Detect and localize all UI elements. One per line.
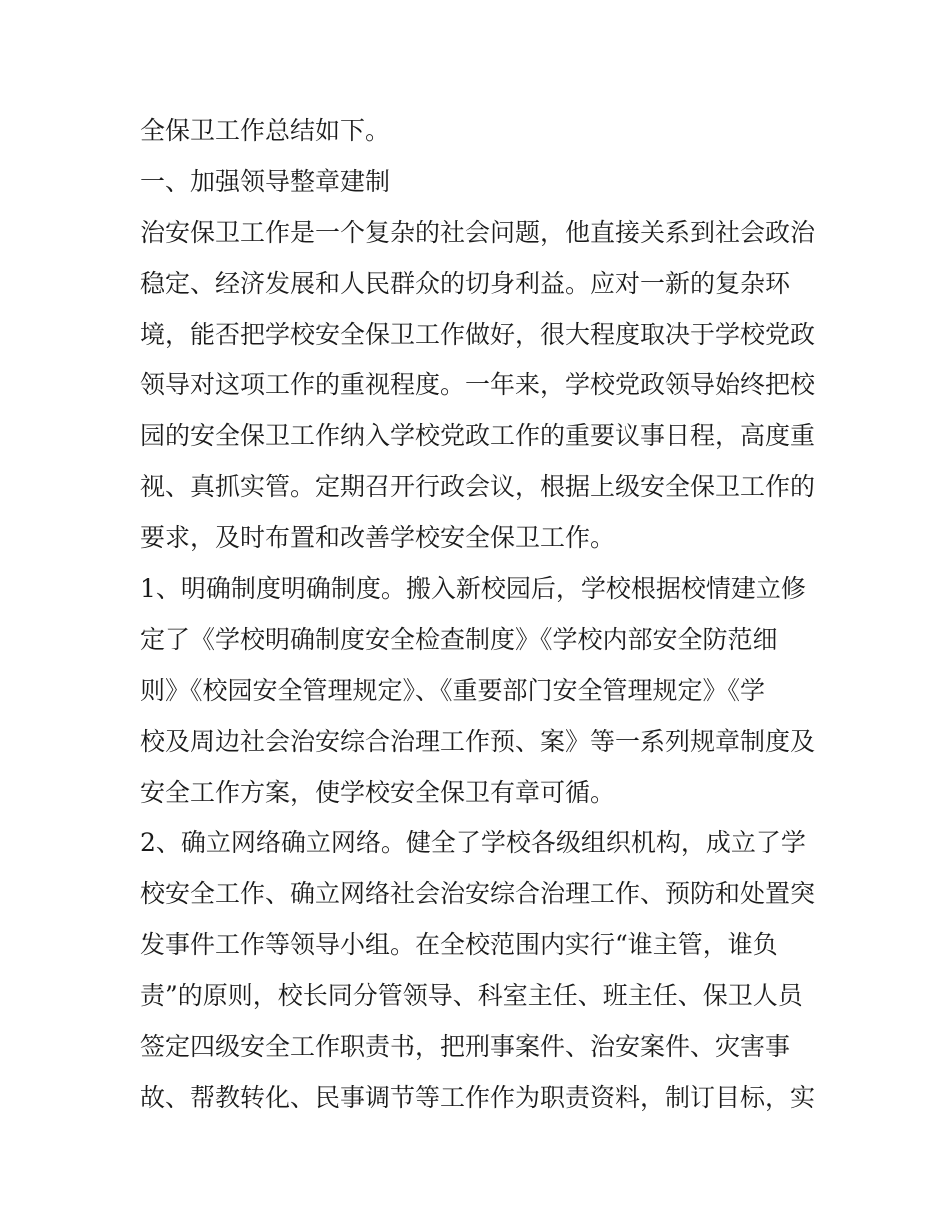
- text-line-9: 要求，及时布置和改善学校安全保卫工作。: [140, 523, 616, 553]
- text-line-5: 境，能否把学校安全保卫工作做好，很大程度取决于学校党政: [140, 319, 816, 349]
- section-heading: 一、加强领导整章建制: [140, 166, 391, 196]
- text-line-16: 校安全工作、确立网络社会治安综合治理工作、预防和处置突: [140, 879, 816, 909]
- document-body: [140, 106, 820, 1124]
- text-line-11: 定了《学校明确制度安全检查制度》《学校内部安全防范细: [140, 624, 778, 654]
- text-line-15: 2、确立网络确立网络。健全了学校各级组织机构，成立了学: [140, 828, 806, 858]
- text-line-13: 校及周边社会治安综合治理工作预、案》等一系列规章制度及: [140, 726, 816, 756]
- text-line-6: 领导对这项工作的重视程度。一年来，学校党政领导始终把校: [140, 370, 816, 400]
- text-line-8: 视、真抓实管。定期召开行政会议，根据上级安全保卫工作的: [140, 472, 816, 502]
- text-line-12: 则》《校园安全管理规定》、《重要部门安全管理规定》《学: [140, 675, 766, 705]
- text-line-18: 责”的原则，校长同分管领导、科室主任、班主任、保卫人员: [140, 981, 803, 1011]
- text-line-20: 故、帮教转化、民事调节等工作作为职责资料，制订目标，实: [140, 1082, 816, 1112]
- text-line-14: 安全工作方案，使学校安全保卫有章可循。: [140, 777, 616, 807]
- text-line-17: 发事件工作等领导小组。在全校范围内实行“谁主管，谁负: [140, 930, 778, 960]
- text-line-19: 签定四级安全工作职责书，把刑事案件、治安案件、灾害事: [140, 1032, 791, 1062]
- text-line-10: 1、明确制度明确制度。搬入新校园后，学校根据校情建立修: [140, 574, 806, 604]
- text-line-4: 稳定、经济发展和人民群众的切身利益。应对一新的复杂环: [140, 268, 791, 298]
- text-line-7: 园的安全保卫工作纳入学校党政工作的重要议事日程，高度重: [140, 421, 816, 451]
- text-line-3: 治安保卫工作是一个复杂的社会问题，他直接关系到社会政治: [140, 217, 816, 247]
- text-line-1: 全保卫工作总结如下。: [140, 116, 391, 145]
